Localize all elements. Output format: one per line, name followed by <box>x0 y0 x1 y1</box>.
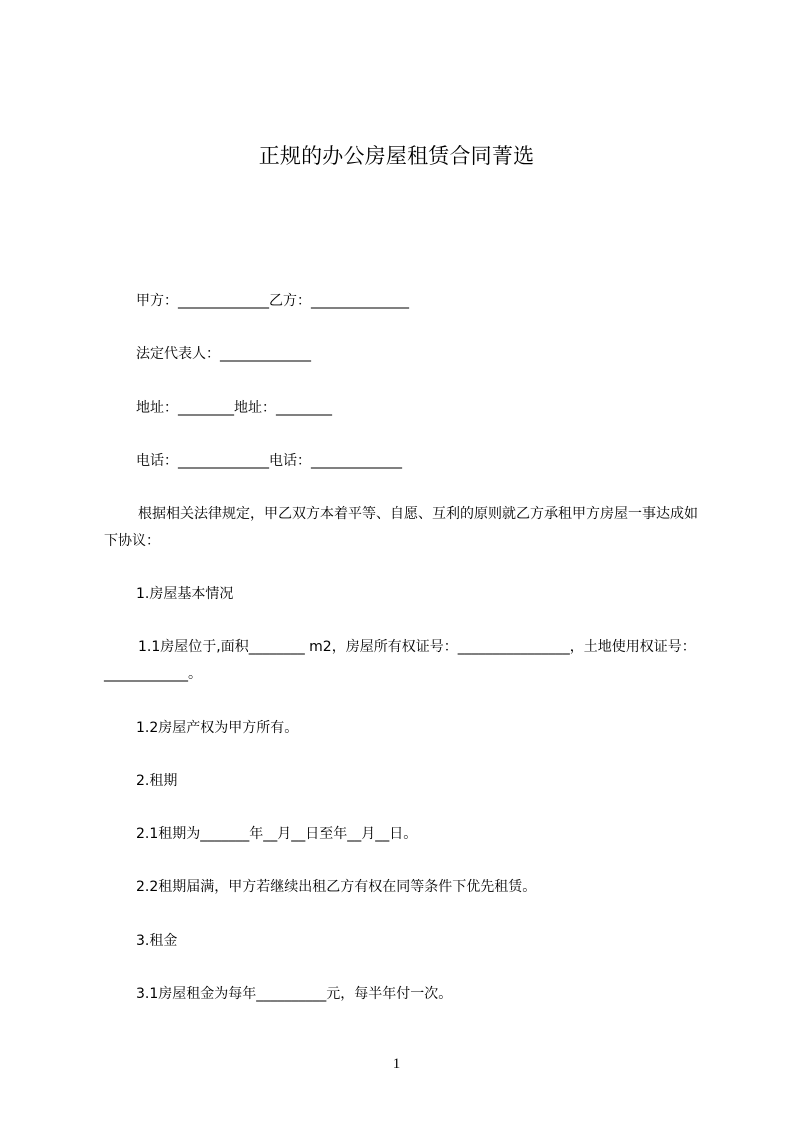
clause-2-1: 2.1租期为_______年__月__日至年__月__日。 <box>136 826 418 842</box>
section-heading-term: 2.租期 <box>136 773 178 789</box>
clause-3-1: 3.1房屋租金为每年__________元，每半年付一次。 <box>136 986 453 1002</box>
legal-representative-line: 法定代表人：_____________ <box>136 346 311 362</box>
address-line: 地址：________地址：________ <box>136 400 332 416</box>
document-title: 正规的办公房屋租赁合同菁选 <box>258 144 535 168</box>
clause-1-1: 1.1房屋位于,面积________ m2，房屋所有权证号：________________，土地使用权证号：____________。 <box>104 639 696 682</box>
party-line: 甲方：_____________乙方：______________ <box>136 293 409 309</box>
page-number: 1 <box>392 1056 401 1072</box>
phone-line: 电话：_____________电话：_____________ <box>136 453 402 469</box>
section-heading-house-info: 1.房屋基本情况 <box>136 586 234 602</box>
clause-1-2: 1.2房屋产权为甲方所有。 <box>136 720 299 736</box>
section-heading-rent: 3.租金 <box>136 933 178 949</box>
clause-2-2: 2.2租期届满，甲方若继续出租乙方有权在同等条件下优先租赁。 <box>136 879 537 895</box>
agreement-preamble: 根据相关法律规定，甲乙双方本着平等、自愿、互利的原则就乙方承租甲方房屋一事达成如下协议： <box>104 506 698 549</box>
